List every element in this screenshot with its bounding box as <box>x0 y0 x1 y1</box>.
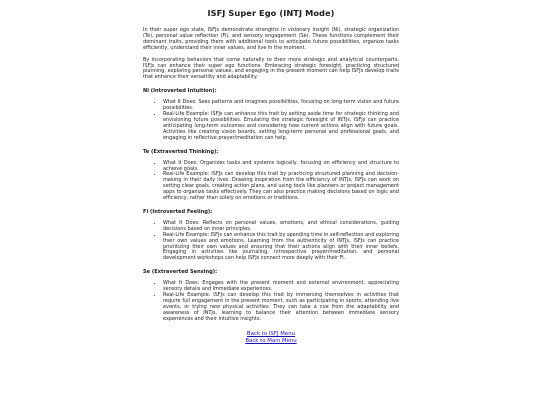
back-to-main-menu-link[interactable]: Back to Main Menu <box>245 337 297 344</box>
real-life-example-te: • Real-Life Example: ISFJs can develop this trait by practicing structured planning and decision-making in their daily lives. Drawing inspiration from the efficiency of INTJs, ISFJs can work on setting clear goals, creating action plans, and using tools like planners or project management apps to organize tasks effectively. They can also practice making decisions based on logic and efficiency, rather than solely on emotions or traditions. <box>163 172 399 202</box>
page-title: ISFJ Super Ego (INTJ Mode) <box>207 8 335 18</box>
section-fi <box>143 209 399 262</box>
section-te <box>143 149 399 202</box>
section-list-te <box>143 161 399 202</box>
what-it-does-te: • What It Does: Organizes tasks and systems logically, focusing on efficiency and structure to achieve goals. <box>163 161 399 173</box>
section-list-fi <box>143 221 399 262</box>
section-ni <box>143 88 399 141</box>
section-heading-se: Se (Extraverted Sensing): <box>143 269 218 276</box>
section-list-ni <box>143 100 399 141</box>
section-list-se <box>143 281 399 322</box>
real-life-example-se: • Real-Life Example: ISFJs can develop this trait by immersing themselves in activities that require full engagement in the present moment, such as participating in sports, attending live events, or trying new physical activities. They can take a cue from the adaptability and awareness of INTJs, learning to balance their attention between immediate sensory experiences and their intuitive insights. <box>163 293 399 323</box>
what-it-does-se: • What It Does: Engages with the present moment and external environment, appreciating sensory details and immediate experiences. <box>163 281 399 293</box>
real-life-example-fi: • Real-Life Example: ISFJs can enhance this trait by spending time in self-reflection and exploring their own values and emotions. Learning from the authenticity of INTJs, ISFJs can practice prioritizing their own values and ensuring that their actions align with their inner beliefs. Engaging in activities like journaling, introspective prayer/meditation, and personal development workshops can help ISFJs connect more deeply with their Fi. <box>163 233 399 263</box>
article <box>143 0 399 345</box>
section-heading-te: Te (Extraverted Thinking): <box>143 148 219 155</box>
section-se <box>143 269 399 322</box>
real-life-example-ni: • Real-Life Example: ISFJs can enhance this trait by setting aside time for strategic thinking and envisioning future possibilities. Emulating the strategic foresight of INTJs, ISFJs can practice anticipating long-term outcomes and considering how current actions align with future goals. Activities like creating vision boards, setting long-term personal and professional goals, and engaging in reflective prayer/meditation can help. <box>163 112 399 142</box>
section-heading-ni: Ni (Introverted Intuition): <box>143 88 217 95</box>
what-it-does-fi: • What It Does: Reflects on personal values, emotions, and ethical considerations, guiding decisions based on inner principles. <box>163 221 399 233</box>
back-to-isfj-menu-link[interactable]: Back to ISFJ Menu <box>246 330 296 337</box>
intro-paragraph-1: In their super ego state, ISFJs demonstrate strengths in visionary insight (Ni), strategic organization (Te), personal value reflection (Fi), and sensory engagement (Se). These functions complement their dominant traits, providing them with additional tools to anticipate future possibilities, organize tasks efficiently, understand their inner values, and live in the moment. <box>143 27 399 51</box>
section-heading-fi: Fi (Introverted Feeling): <box>143 208 213 215</box>
intro-paragraph-2: By incorporating behaviors that come naturally to their more strategic and analytical counterparts, ISFJs can enhance their super ego functions. Embracing strategic foresight, practicing structured planning, exploring personal values, and engaging in the present moment can help ISFJs develop traits that enhance their versatility and adaptability. <box>143 56 399 81</box>
what-it-does-ni: • What It Does: Sees patterns and imagines possibilities, focusing on long-term vision and future possibilities. <box>163 100 399 112</box>
nav-links <box>143 331 399 345</box>
